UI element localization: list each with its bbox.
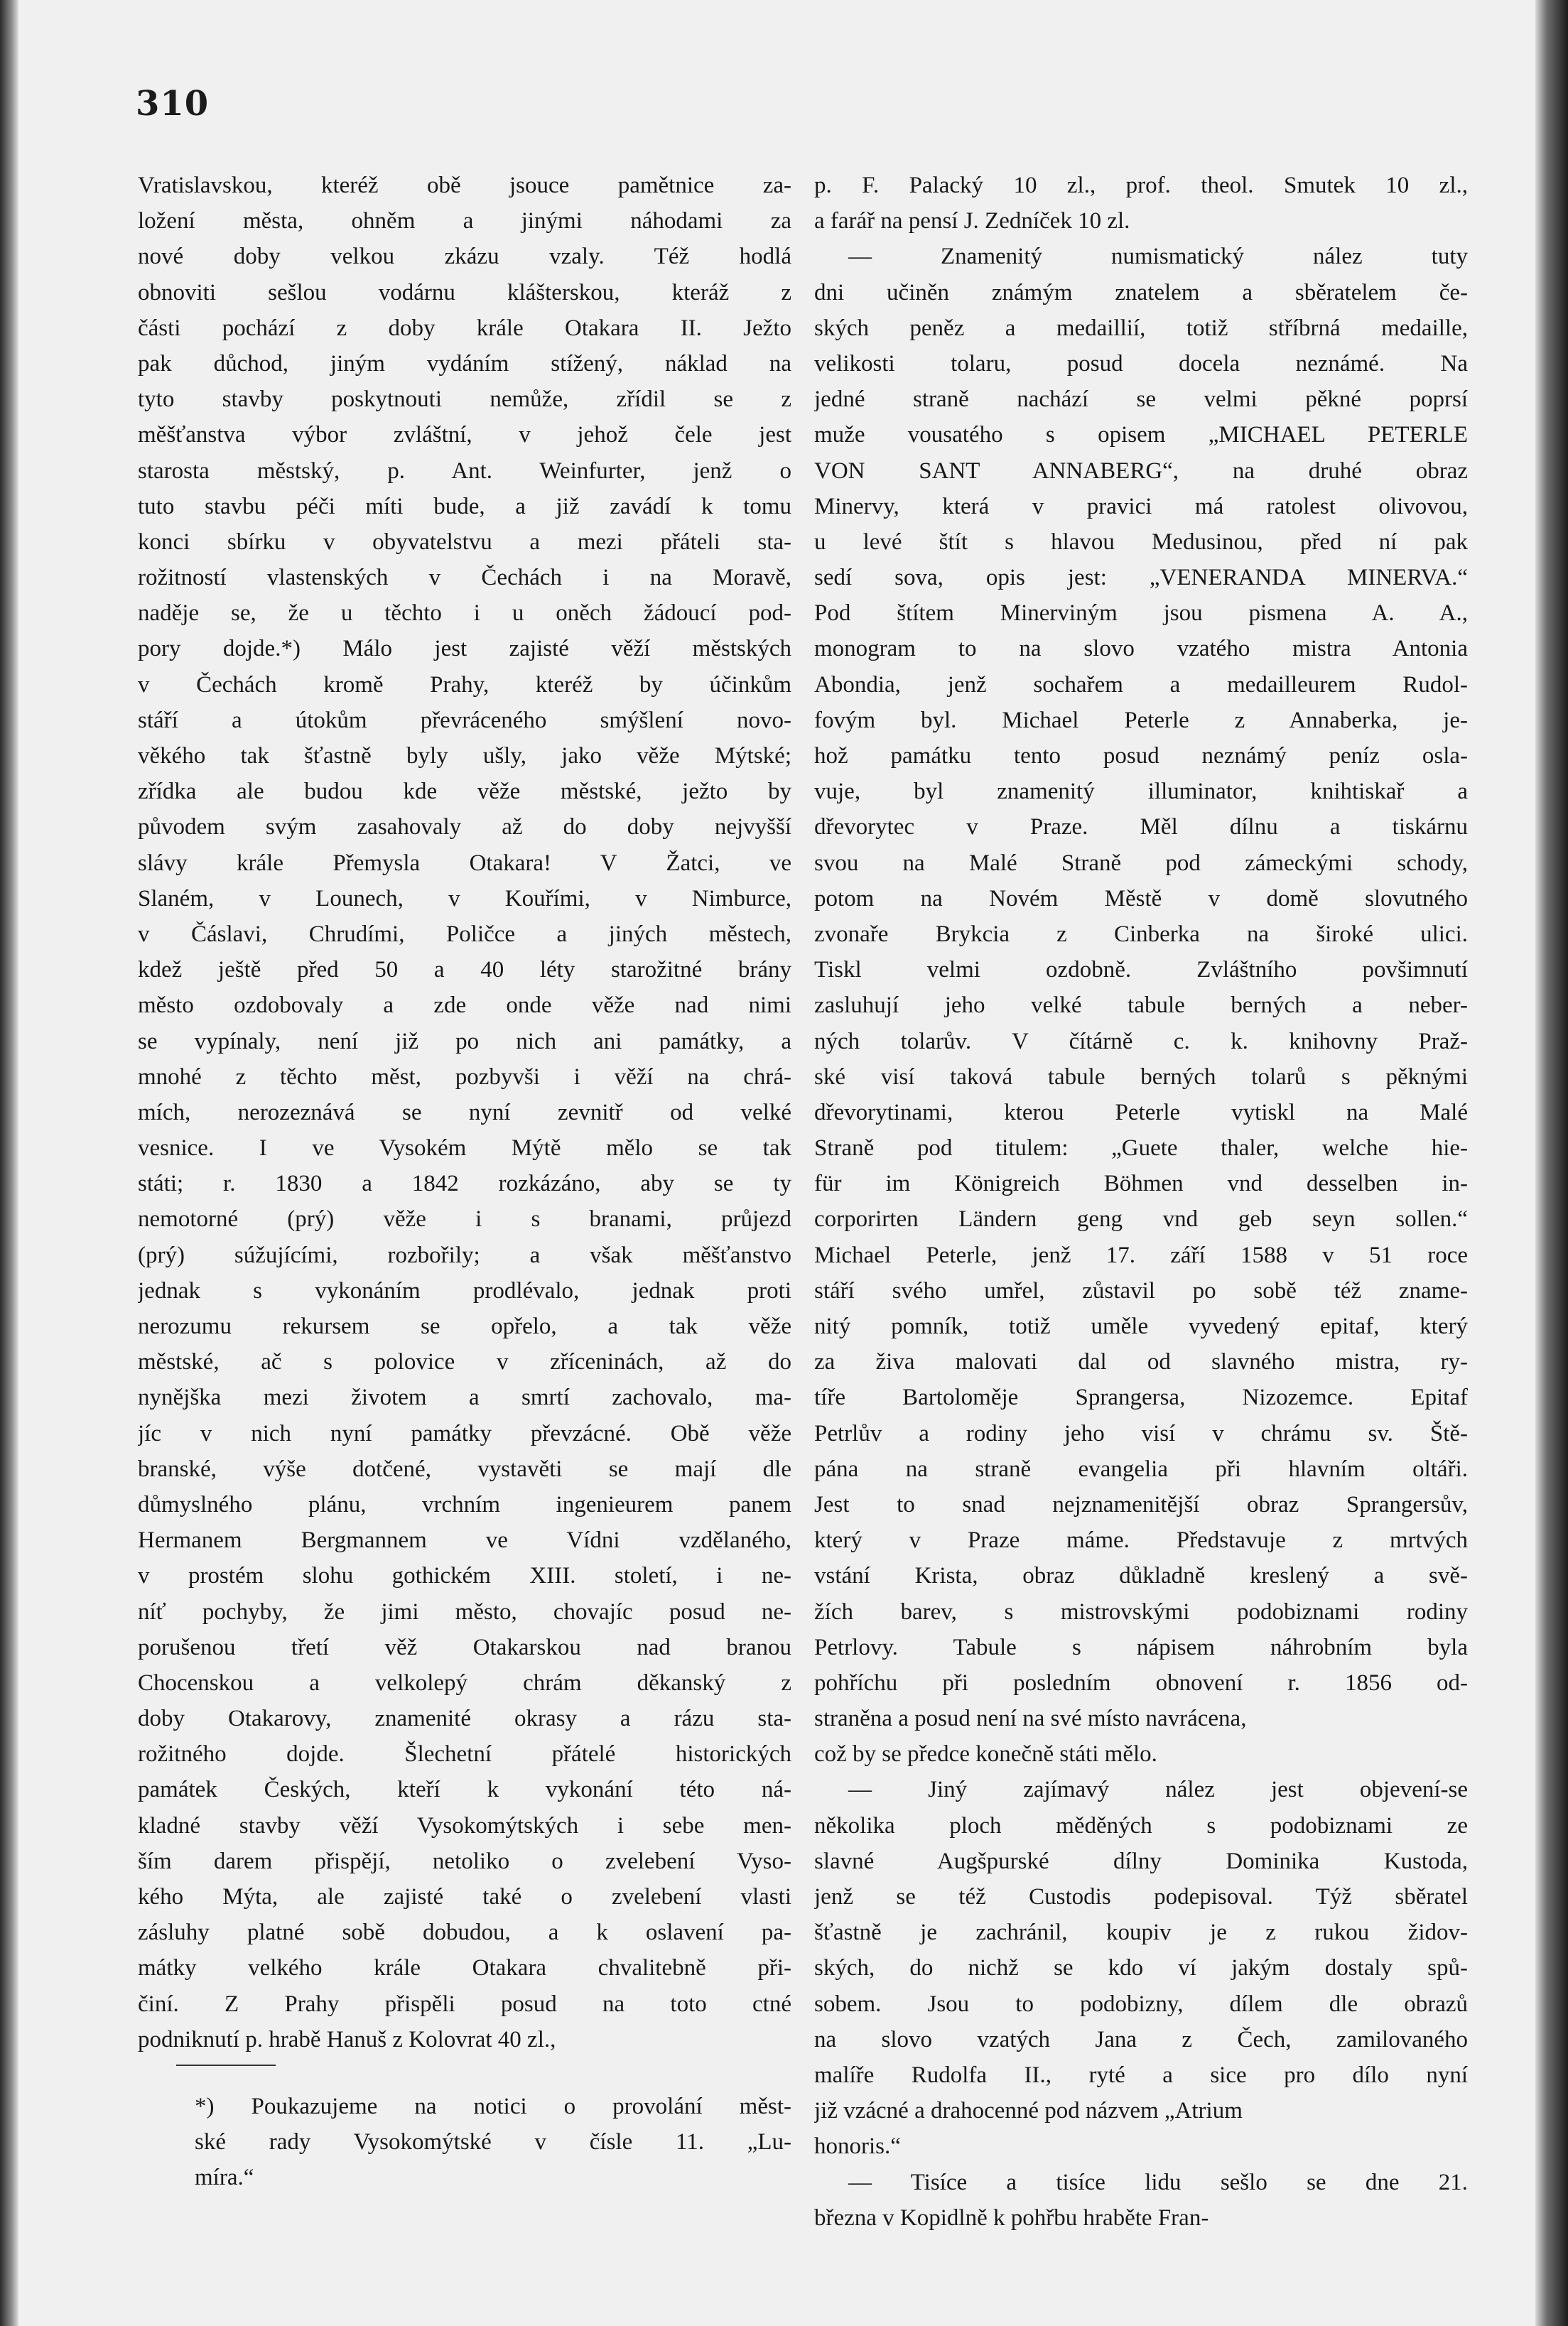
text-line: pory dojde.*) Málo jest zajisté věží městských: [138, 636, 791, 662]
text-line: Minervy, která v pravici má ratolest olivovou,: [814, 493, 1468, 519]
text-line: konci sbírku v obyvatelstvu a mezi přáteli sta-: [138, 529, 791, 555]
text-line: starosta městský, p. Ant. Weinfurter, jenž o: [138, 458, 791, 484]
footnote-rule: [176, 2065, 276, 2066]
text-line: tuto stavbu péči míti bude, a již zavádí k tomu: [138, 493, 791, 519]
text-line: — Znamenitý numismatický nález tuty: [848, 244, 1468, 270]
text-line: vuje, byl znamenitý illuminator, knihtiskař a: [814, 779, 1468, 805]
text-line: nemotorné (prý) věže i s branami, průjezd: [138, 1206, 791, 1233]
text-line: rožitností vlastenských v Čechách i na Moravě,: [138, 565, 791, 591]
text-line: doby Otakarovy, znamenité okrasy a rázu sta-: [138, 1706, 791, 1732]
text-line: již vzácné a drahocenné pod názvem „Atrium: [814, 2098, 1243, 2124]
text-line: ských, do nichž se kdo ví jakým dostaly spů-: [814, 1955, 1468, 1981]
footnote: [138, 2089, 791, 2196]
text-line: níť pochyby, že jimi město, chovajíc posud ne-: [138, 1599, 791, 1625]
text-line: žích barev, s mistrovskými podobiznami rodiny: [814, 1599, 1468, 1625]
left-column: [138, 168, 791, 2057]
text-line: Petrlův a rodiny jeho visí v chrámu sv. Ště-: [814, 1420, 1468, 1446]
text-line: p. F. Palacký 10 zl., prof. theol. Smutek 10 zl.,: [814, 173, 1468, 198]
text-line: muže vousatého s opisem „MICHAEL PETERLE: [814, 422, 1468, 448]
text-line: rožitného dojde. Šlechetní přátelé historických: [138, 1741, 791, 1768]
text-line: Hermanem Bergmannem ve Vídni vzdělaného,: [138, 1527, 791, 1554]
text-line: mnohé z těchto měst, pozbyvši i věží na chrá-: [138, 1064, 791, 1090]
text-line: jedné straně nachází se velmi pěkné poprsí: [814, 386, 1468, 413]
text-line: jíc v nich nyní památky převzácné. Obě věže: [138, 1420, 791, 1446]
text-line: na slovo vzatých Jana z Čech, zamilovaného: [814, 2026, 1468, 2052]
text-line: ložení města, ohněm a jinými náhodami za: [138, 208, 791, 234]
text-line: malíře Rudolfa II., ryté a sice pro dílo nyní: [814, 2062, 1468, 2088]
text-line: Straně pod titulem: „Guete thaler, welche hie-: [814, 1135, 1468, 1162]
text-line: sobem. Jsou to podobizny, dílem dle obrazů: [814, 1991, 1468, 2017]
text-line: nitý pomník, totiž uměle vyvedený epitaf, který: [814, 1314, 1468, 1339]
text-line: činí. Z Prahy přispěli posud na toto ctné: [138, 1991, 791, 2017]
text-line: Vratislavskou, kteréž obě jsouce pamětnice za-: [138, 173, 791, 198]
book-page: [18, 0, 1535, 2326]
text-line: fovým byl. Michael Peterle z Annaberka, je-: [814, 707, 1468, 733]
text-line: (prý) súžujícími, rozbořily; a však měšťanstvo: [138, 1242, 791, 1268]
text-line: slavné Augšpurské dílny Dominika Kustoda,: [814, 1848, 1468, 1874]
text-line: kdež ještě před 50 a 40 léty starožitné brány: [138, 957, 791, 983]
text-line: sedí sova, opis jest: „VENERANDA MINERVA.“: [814, 565, 1468, 591]
text-line: Tiskl velmi ozdobně. Zvláštního povšimnutí: [814, 957, 1468, 983]
text-line: corporirten Ländern geng vnd geb seyn sollen.“: [814, 1206, 1468, 1233]
text-line: VON SANT ANNABERG“, na druhé obraz: [814, 458, 1468, 484]
text-line: věkého tak šťastně byly ušly, jako věže Mýtské;: [138, 743, 791, 769]
right-column: [814, 168, 1468, 2236]
text-line: ské rady Vysokomýtské v čísle 11. „Lu-: [195, 2129, 791, 2155]
text-line: nerozumu rekursem se opřelo, a tak věže: [138, 1314, 791, 1339]
text-line: za živa malovati dal od slavného mistra, ry-: [814, 1349, 1468, 1375]
text-line: Chocenskou a velkolepý chrám děkanský z: [138, 1670, 791, 1696]
text-line: tíře Bartoloměje Sprangersa, Nizozemce. Epitaf: [814, 1385, 1468, 1411]
text-line: jenž se též Custodis podepisoval. Týž sběratel: [814, 1884, 1468, 1910]
text-line: ské visí taková tabule berných tolarů s pěknými: [814, 1064, 1468, 1090]
text-line: — Jiný zajímavý nález jest objevení-se: [848, 1777, 1468, 1803]
text-line: Abondia, jenž sochařem a medailleurem Rudol-: [814, 671, 1468, 698]
text-line: zřídka ale budou kde věže městské, ježto by: [138, 779, 791, 805]
text-line: — Tisíce a tisíce lidu sešlo se dne 21.: [848, 2169, 1468, 2195]
text-line: mátky velkého krále Otakara chvalitebně při-: [138, 1955, 791, 1981]
text-line: město ozdobovaly a zde onde věže nad nimi: [138, 992, 791, 1019]
text-line: a farář na pensí J. Zedníček 10 zl.: [814, 208, 1130, 234]
text-line: v Čechách kromě Prahy, kteréž by účinkům: [138, 671, 791, 698]
text-line: státi; r. 1830 a 1842 rozkázáno, aby se ty: [138, 1171, 791, 1197]
text-line: u levé štít s hlavou Medusinou, před ní pak: [814, 529, 1468, 555]
text-line: městské, ač s polovice v zříceninách, až do: [138, 1349, 791, 1375]
text-line: Pod štítem Minerviným jsou pismena A. A.,: [814, 600, 1468, 627]
text-line: míra.“: [195, 2165, 254, 2191]
text-line: v prostém slohu gothickém XIII. století, i ne-: [138, 1563, 791, 1589]
text-line: monogram to na slovo vzatého mistra Antonia: [814, 636, 1468, 662]
text-line: stáří svého umřel, zůstavil po sobě též zname-: [814, 1277, 1468, 1304]
text-line: ším darem přispějí, netoliko o zvelebení Vyso-: [138, 1848, 791, 1874]
text-line: Jest to snad nejznamenitější obraz Sprangersův,: [814, 1491, 1468, 1518]
text-line: podniknutí p. hrabě Hanuš z Kolovrat 40 zl.,: [138, 2026, 556, 2052]
text-line: měšťanstva výbor zvláštní, v jehož čele jest: [138, 422, 791, 448]
text-line: ských peněz a medaillií, totiž stříbrná medaille,: [814, 315, 1468, 341]
text-line: kého Mýta, ale zajisté také o zvelebení vlasti: [138, 1884, 791, 1910]
text-line: Michael Peterle, jenž 17. září 1588 v 51 roce: [814, 1242, 1468, 1268]
text-line: porušenou třetí věž Otakarskou nad branou: [138, 1634, 791, 1660]
scan-edge-left: [0, 0, 18, 2326]
text-line: března v Kopidlně k pohřbu hraběte Fran-: [814, 2205, 1209, 2231]
text-line: což by se předce konečně státi mělo.: [814, 1741, 1157, 1768]
text-line: potom na Novém Městě v domě slovutného: [814, 885, 1468, 912]
text-line: jednak s vykonáním prodlévalo, jednak proti: [138, 1277, 791, 1304]
text-line: zasluhují jeho velké tabule berných a neber-: [814, 992, 1468, 1019]
text-line: mích, nerozeznává se nyní zevnitř od velké: [138, 1099, 791, 1125]
text-line: části pochází z doby krále Otakara II. Ježto: [138, 315, 791, 341]
page-number: 310: [136, 84, 210, 124]
text-line: slávy krále Přemysla Otakara! V Žatci, ve: [138, 850, 791, 876]
text-line: hož památku tento posud neznámý peníz osla-: [814, 743, 1468, 769]
text-line: v Čáslavi, Chrudími, Poličce a jiných městech,: [138, 921, 791, 947]
text-line: *) Poukazujeme na notici o provolání měst-: [195, 2094, 791, 2119]
text-line: dřevorytinami, kterou Peterle vytiskl na Malé: [814, 1099, 1468, 1125]
text-line: vstání Krista, obraz důkladně kreslený a svě-: [814, 1563, 1468, 1589]
text-line: velikosti tolaru, posud docela neznámé. Na: [814, 350, 1468, 377]
text-line: pohříchu při posledním obnovení r. 1856 od-: [814, 1670, 1468, 1696]
text-line: ných tolarův. V čítárně c. k. knihovny Praž-: [814, 1028, 1468, 1054]
text-line: který v Praze máme. Představuje z mrtvých: [814, 1527, 1468, 1554]
text-line: naděje se, že u těchto i u oněch žádoucí pod-: [138, 600, 791, 627]
text-line: nové doby velkou zkázu vzaly. Též hodlá: [138, 244, 791, 270]
text-line: Petrlovy. Tabule s nápisem náhrobním byla: [814, 1634, 1468, 1660]
text-line: původem svým zasahovaly až do doby nejvyšší: [138, 814, 791, 840]
text-line: vesnice. I ve Vysokém Mýtě mělo se tak: [138, 1135, 791, 1162]
text-line: obnoviti sešlou vodárnu klášterskou, kteráž z: [138, 279, 791, 305]
text-line: památek Českých, kteří k vykonání této ná-: [138, 1777, 791, 1803]
text-line: důmyslného plánu, vrchním ingenieurem panem: [138, 1491, 791, 1518]
text-line: dni učiněn známým znatelem a sběratelem če-: [814, 279, 1468, 305]
text-line: zásluhy platné sobě dobudou, a k oslavení pa-: [138, 1920, 791, 1946]
text-line: několika ploch měděných s podobiznami ze: [814, 1812, 1468, 1839]
text-line: nynějška mezi životem a smrtí zachovalo, ma-: [138, 1385, 791, 1411]
text-line: pak důchod, jiným vydáním stížený, náklad na: [138, 350, 791, 377]
text-line: für im Königreich Böhmen vnd desselben in-: [814, 1171, 1468, 1197]
text-line: tyto stavby poskytnouti nemůže, zřídil se z: [138, 386, 791, 413]
text-line: zvonaře Brykcia z Cinberka na široké ulici.: [814, 921, 1468, 947]
text-line: branské, výše dotčené, vystavěti se mají dle: [138, 1456, 791, 1482]
text-line: se vypínaly, není již po nich ani památky, a: [138, 1028, 791, 1054]
text-line: pána na straně evangelia při hlavním oltáři.: [814, 1456, 1468, 1482]
text-line: honoris.“: [814, 2133, 901, 2160]
text-line: kladné stavby věží Vysokomýtských i sebe men-: [138, 1812, 791, 1839]
text-line: stáří a útokům převráceného smýšlení novo-: [138, 707, 791, 733]
text-line: straněna a posud není na své místo navrácena,: [814, 1706, 1247, 1732]
text-line: svou na Malé Straně pod zámeckými schody,: [814, 850, 1468, 876]
scan-edge-right: [1535, 0, 1568, 2326]
text-line: dřevorytec v Praze. Měl dílnu a tiskárnu: [814, 814, 1468, 840]
text-line: šťastně je zachránil, koupiv je z rukou židov-: [814, 1920, 1468, 1946]
text-line: Slaném, v Lounech, v Kouřími, v Nimburce,: [138, 885, 791, 912]
